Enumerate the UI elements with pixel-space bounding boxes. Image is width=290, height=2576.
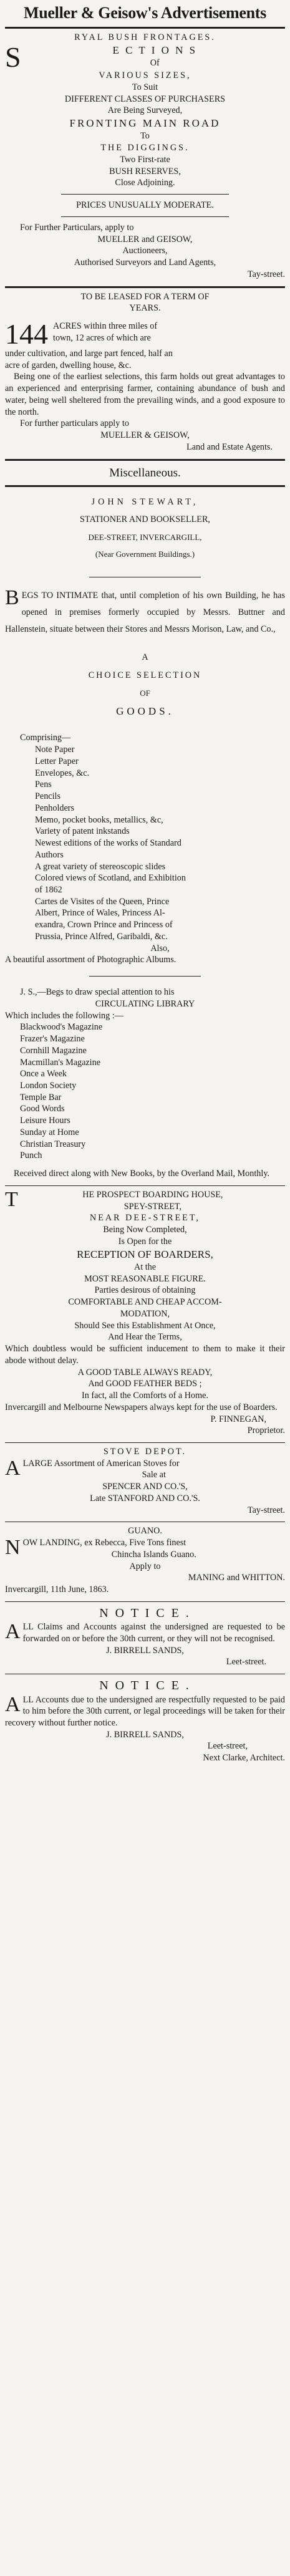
list-item: Macmillan's Magazine [20, 1057, 101, 1068]
notice-signature: J. BIRRELL SANDS, [106, 1729, 184, 1740]
list-item: Penholders [35, 803, 75, 813]
list-item: Once a Week [20, 1069, 67, 1079]
stewart-choice: CHOICE SELECTION [88, 670, 202, 681]
lease-title-1: TO BE LEASED FOR A TERM OF [80, 291, 210, 302]
guano-heading: GUANO. [128, 1526, 162, 1536]
stewart-name: JOHN STEWART, [91, 496, 199, 507]
list-item: Newest editions of the works of Standard [35, 838, 181, 849]
notice-text: LL Accounts due to the undersigned are respectfully requested to be paid to him before the 30th current, or legal proceedings will be taken for their recovery without further notice. [5, 1694, 285, 1729]
stewart-near: (Near Government Buildings.) [95, 549, 195, 559]
goods-list [5, 744, 285, 954]
notice-text: LL Claims and Accounts against the undersigned are requested to be forwarded on or before the 30th current, or they will not be recognised. [22, 1622, 285, 1644]
list-item: Colored views of Scotland, and Exhibition [35, 873, 186, 884]
ad-notice-claims [5, 1604, 285, 1672]
various-sizes: VARIOUS SIZES, [99, 70, 191, 81]
stove-firm: SPENCER AND CO.'S, [102, 1482, 188, 1492]
boarding-comfortable: COMFORTABLE AND CHEAP ACCOM- [68, 1297, 222, 1308]
notice-signature: J. BIRRELL SANDS, [106, 1645, 184, 1656]
lease-agents: Land and Estate Agents. [186, 441, 273, 452]
diggings: THE DIGGINGS. [100, 143, 190, 153]
boarding-modation: MODATION, [120, 1308, 170, 1319]
dropcap: A [5, 1620, 21, 1644]
list-item: Cartes de Visites of the Queen, Prince [35, 896, 170, 907]
divider [61, 194, 229, 195]
lease-body: Being one of the earliest selections, this farm holds out great advantages to an experienced and enterprising farmer, containing abundance of bush and water, being well sheltered from the prevailing winds, and a good exposure to the north. [5, 372, 285, 417]
section-heading-miscellaneous: Miscellaneous. [109, 466, 181, 480]
boarding-at: At the [133, 1262, 157, 1272]
stewart-goods: GOODS. [116, 705, 174, 718]
list-item: Note Paper [35, 745, 75, 755]
boarding-which: Which doubtless would be sufficient inducement to them to make it their abode without delay. [5, 1344, 285, 1366]
guano-firm: MANING and WHITTON. [188, 1573, 285, 1583]
dropcap: A [5, 1692, 21, 1716]
surveyed: Are Being Surveyed, [107, 105, 183, 116]
library-includes: Which includes the following :— [5, 1010, 123, 1021]
lease-line-1: ACRES within three miles of [53, 321, 158, 331]
section-rule [5, 485, 285, 487]
list-item: Variety of patent inkstands [35, 826, 130, 837]
ad-boarding-house [5, 1188, 285, 1440]
list-item: of 1862 [35, 885, 62, 895]
bush-reserves: BUSH RESERVES, [109, 166, 181, 176]
dropcap: T [5, 1187, 18, 1211]
guano-apply: Apply to [129, 1561, 161, 1571]
ad-ryal-bush [5, 31, 285, 284]
list-item: Christian Treasury [20, 1139, 86, 1149]
list-item: Pencils [35, 791, 60, 802]
auctioneers: Auctioneers, [122, 246, 168, 256]
ad-lease [5, 290, 285, 457]
lease-line-3: under cultivation, and large part fenced, half an [5, 348, 173, 359]
ad-rule [5, 1601, 285, 1602]
to-suit: To Suit [132, 82, 158, 92]
sections-line [5, 41, 285, 74]
of-word: Of [150, 58, 160, 69]
list-item: exandra, Crown Prince and Princess of [35, 920, 173, 930]
ad-rule [5, 1185, 285, 1186]
library-title: CIRCULATING LIBRARY [95, 998, 195, 1009]
street: Tay-street. [247, 269, 285, 279]
guano-line-1: OW LANDING, ex Rebecca, Five Tons finest [22, 1538, 186, 1548]
list-item: Punch [20, 1151, 42, 1161]
stove-late: Late STANFORD AND CO.'S. [90, 1493, 200, 1503]
acre-count: 144 [5, 317, 48, 350]
lease-intro [5, 317, 285, 350]
boarding-hear: And Hear the Terms, [108, 1332, 182, 1343]
stewart-address: DEE-STREET, INVERCARGILL, [88, 533, 202, 543]
to-word: To [140, 131, 150, 142]
boarding-spey: SPEY-STREET, [123, 1201, 182, 1212]
divider [89, 976, 201, 977]
notice-street: Leet-street. [226, 1657, 266, 1667]
page-masthead: Mueller & Geisow's Advertisements [24, 4, 266, 22]
dropcap: A [5, 1456, 21, 1480]
stove-intro [5, 1458, 285, 1481]
lease-line-2: town, 12 acres of which are [53, 332, 151, 343]
sections-word: E C T I O N S [112, 44, 198, 57]
notice-heading: N O T I C E . [99, 1606, 191, 1620]
magazine-list [5, 1021, 285, 1162]
notice-body [5, 1694, 285, 1729]
ad-stove-depot [5, 1445, 285, 1520]
stewart-begs [5, 587, 285, 638]
lease-line-4: acre of garden, dwelling house, &c. [5, 360, 132, 370]
list-item: Good Words [20, 1104, 65, 1114]
lease-firm: MUELLER & GEISOW, [100, 430, 190, 441]
guano-intro [5, 1537, 285, 1560]
boarding-title: HE PROSPECT BOARDING HOUSE, [82, 1189, 223, 1200]
library-intro: J. S.,—Begs to draw special attention to his [20, 987, 175, 998]
notice-next: Next Clarke, Architect. [203, 1753, 285, 1763]
guano-line-2: Chincha Islands Guano. [111, 1549, 196, 1560]
authorised: Authorised Surveyors and Land Agents, [74, 258, 216, 268]
stewart-trade: STATIONER AND BOOKSELLER, [80, 514, 210, 525]
list-item: Prussia, Prince Alfred, Garibaldi, &c. [35, 931, 168, 942]
stewart-of: OF [140, 688, 150, 698]
prices: PRICES UNUSUALLY MODERATE. [76, 200, 214, 211]
boarding-good-table: A GOOD TABLE ALWAYS READY, [77, 1367, 213, 1377]
list-item: London Society [20, 1081, 77, 1091]
dropcap: S [5, 41, 21, 74]
list-item: Leisure Hours [20, 1116, 70, 1126]
section-rule [5, 459, 285, 461]
boarding-comforts: In fact, all the Comforts of a Home. [82, 1391, 208, 1401]
stewart-albums: A beautiful assortment of Photographic Albums. [5, 955, 176, 965]
ad-rule [5, 1442, 285, 1443]
stewart-a: A [142, 652, 148, 663]
notice-street: Leet-street, [207, 1741, 248, 1752]
boarding-open: Is Open for the [118, 1236, 172, 1247]
boarding-papers: Invercargill and Melbourne Newspapers always kept for the use of Boarders. [5, 1402, 278, 1412]
divider [61, 216, 229, 217]
list-item: Frazer's Magazine [20, 1034, 85, 1044]
list-item: Authors [35, 849, 64, 860]
stove-line-1: LARGE Assortment of American Stoves for [22, 1458, 180, 1469]
lease-title-2: YEARS. [129, 303, 161, 314]
boarding-reasonable: MOST REASONABLE FIGURE. [84, 1273, 206, 1284]
list-item: Envelopes, &c. [35, 768, 90, 778]
list-item: Sunday at Home [20, 1127, 79, 1137]
proprietor-title: Proprietor. [247, 1425, 285, 1436]
firm-name: MUELLER and GEISOW, [97, 234, 193, 244]
notice-body [5, 1621, 285, 1644]
list-item: Albert, Prince of Wales, Princess Al- [35, 908, 165, 919]
ad-notice-accounts [5, 1676, 285, 1768]
boarding-should: Should See this Establishment At Once, [74, 1320, 216, 1331]
list-item: Cornhill Magazine [20, 1045, 87, 1056]
list-item: Also, [150, 943, 170, 953]
list-item: A great variety of stereoscopic slides [35, 861, 166, 872]
list-item: Letter Paper [35, 756, 79, 766]
classes: DIFFERENT CLASSES OF PURCHASERS [64, 94, 226, 104]
boarding-near: NEAR DEE-STREET, [90, 1213, 200, 1223]
close-adjoining: Close Adjoining. [115, 178, 175, 188]
received-note: Received direct along with New Books, by the Overland Mail, Monthly. [14, 1169, 270, 1179]
list-item: Temple Bar [20, 1092, 62, 1102]
stewart-comprising: Comprising— [20, 733, 71, 743]
list-item: Memo, pocket books, metallics, &c, [35, 814, 163, 825]
ad-rule [5, 286, 285, 288]
boarding-completed: Being Now Completed, [103, 1225, 187, 1235]
ad-title: RYAL BUSH FRONTAGES. [74, 32, 216, 43]
ad-guano [5, 1524, 285, 1599]
proprietor-name: P. FINNEGAN, [210, 1414, 266, 1424]
lease-further: For further particulars apply to [20, 418, 129, 429]
list-item: Blackwood's Magazine [20, 1022, 103, 1033]
stove-line-2: Sale at [142, 1470, 166, 1480]
boarding-feather: And GOOD FEATHER BEDS ; [88, 1379, 202, 1389]
two-first: Two First-rate [120, 154, 170, 165]
stove-heading: STOVE DEPOT. [103, 1447, 187, 1457]
fronting: FRONTING MAIN ROAD [69, 117, 221, 129]
ad-john-stewart [5, 489, 285, 1184]
list-item: Pens [35, 779, 52, 790]
guano-date: Invercargill, 11th June, 1863. [5, 1585, 109, 1595]
notice-heading: N O T I C E . [99, 1679, 191, 1693]
masthead-rule [5, 27, 285, 29]
boarding-reception: RECEPTION OF BOARDERS, [77, 1248, 213, 1260]
boarding-parties: Parties desirous of obtaining [94, 1285, 196, 1296]
stove-street: Tay-street. [247, 1505, 285, 1515]
boarding-title-line [5, 1189, 285, 1212]
dropcap: B [5, 586, 19, 610]
stewart-begs-text: EGS TO INTIMATE that, until completion of his own Building, he has opened in premises formerly occupied by Messrs. Buttner and Hallenstein, situate between their Stores and Messrs Morison, Law, and Co., [5, 591, 285, 635]
dropcap: N [5, 1536, 21, 1560]
further-particulars: For Further Particulars, apply to [20, 222, 134, 233]
